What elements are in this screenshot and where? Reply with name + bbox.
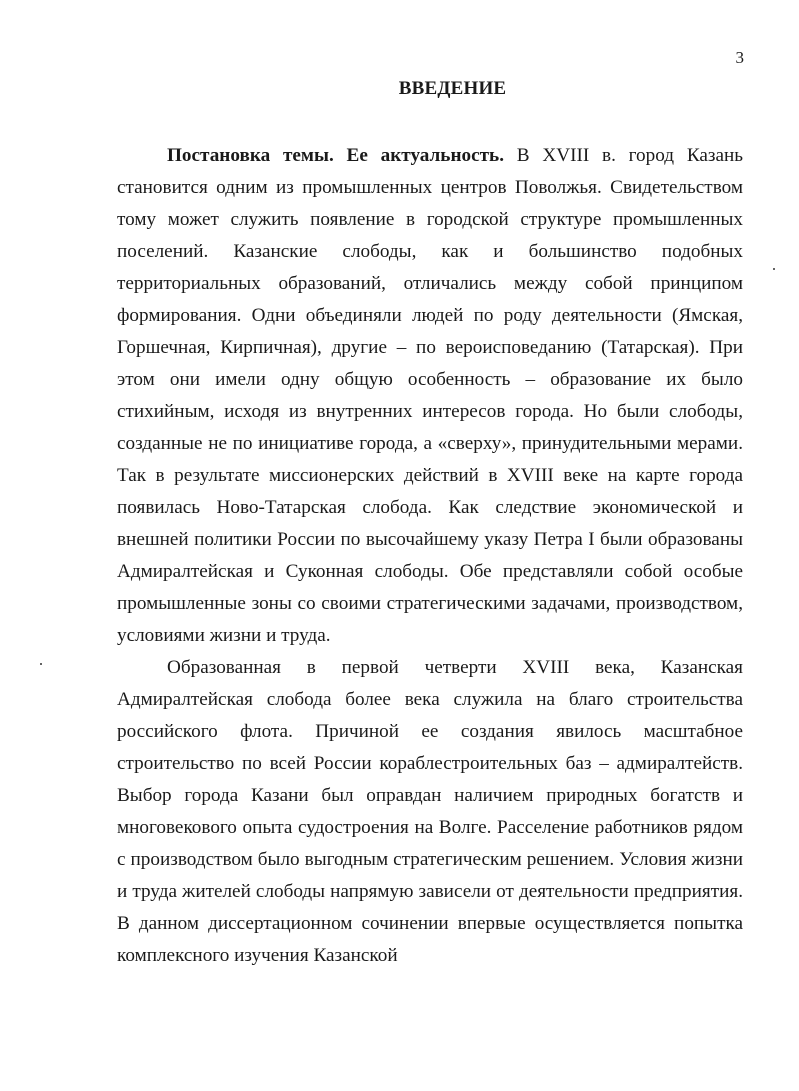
paragraph-1-lead: Постановка темы. Ее актуальность. [167,145,504,166]
page-number: 3 [735,48,744,67]
scan-speck [40,663,42,665]
paragraph-2-text: Образованная в первой четверти XVIII века, Казанская Адмиралтейская слобода более века служила на благо строительства российского флота. Причиной ее создания явилось масштабное строительство по всей России кораблестроительных баз – адмиралтейств. Выбор города Казани был оправдан наличием природных богатств и многовекового опыта судостроения на Волге. Расселение работников рядом с производством было выгодным стратегическим решением. Условия жизни и труда жителей слободы напрямую зависели от деятельности предприятия. В данном диссертационном сочинении впервые осуществляется попытка комплексного изучения Казанской [117,657,743,966]
scan-speck [773,268,775,270]
paragraph-1 [117,140,743,652]
paragraph-2 [117,652,743,972]
paragraph-1-text: В XVIII в. город Казань становится одним из промышленных центров Поволжья. Свидетельством тому может служить появление в городской структуре промышленных поселений. Казанские слободы, как и большинство подобных территориальных образований, отличались между собой принципом формирования. Одни объединяли людей по роду деятельности (Ямская, Горшечная, Кирпичная), другие – по вероисповеданию (Татарская). При этом они имели одну общую особенность – образование их было стихийным, исходя из внутренних интересов города. Но были слободы, созданные не по инициативе города, а «сверху», принудительными мерами. Так в результате миссионерских действий в XVIII веке на карте города появилась Ново-Татарская слобода. Как следствие экономической и внешней политики России по высочайшему указу Петра I были образованы Адмиралтейская и Суконная слободы. Обе представляли собой особые промышленные зоны со своими стратегическими задачами, производством, условиями жизни и труда. [117,145,743,646]
body-text [117,140,743,972]
section-heading: ВВЕДЕНИЕ [398,78,507,99]
